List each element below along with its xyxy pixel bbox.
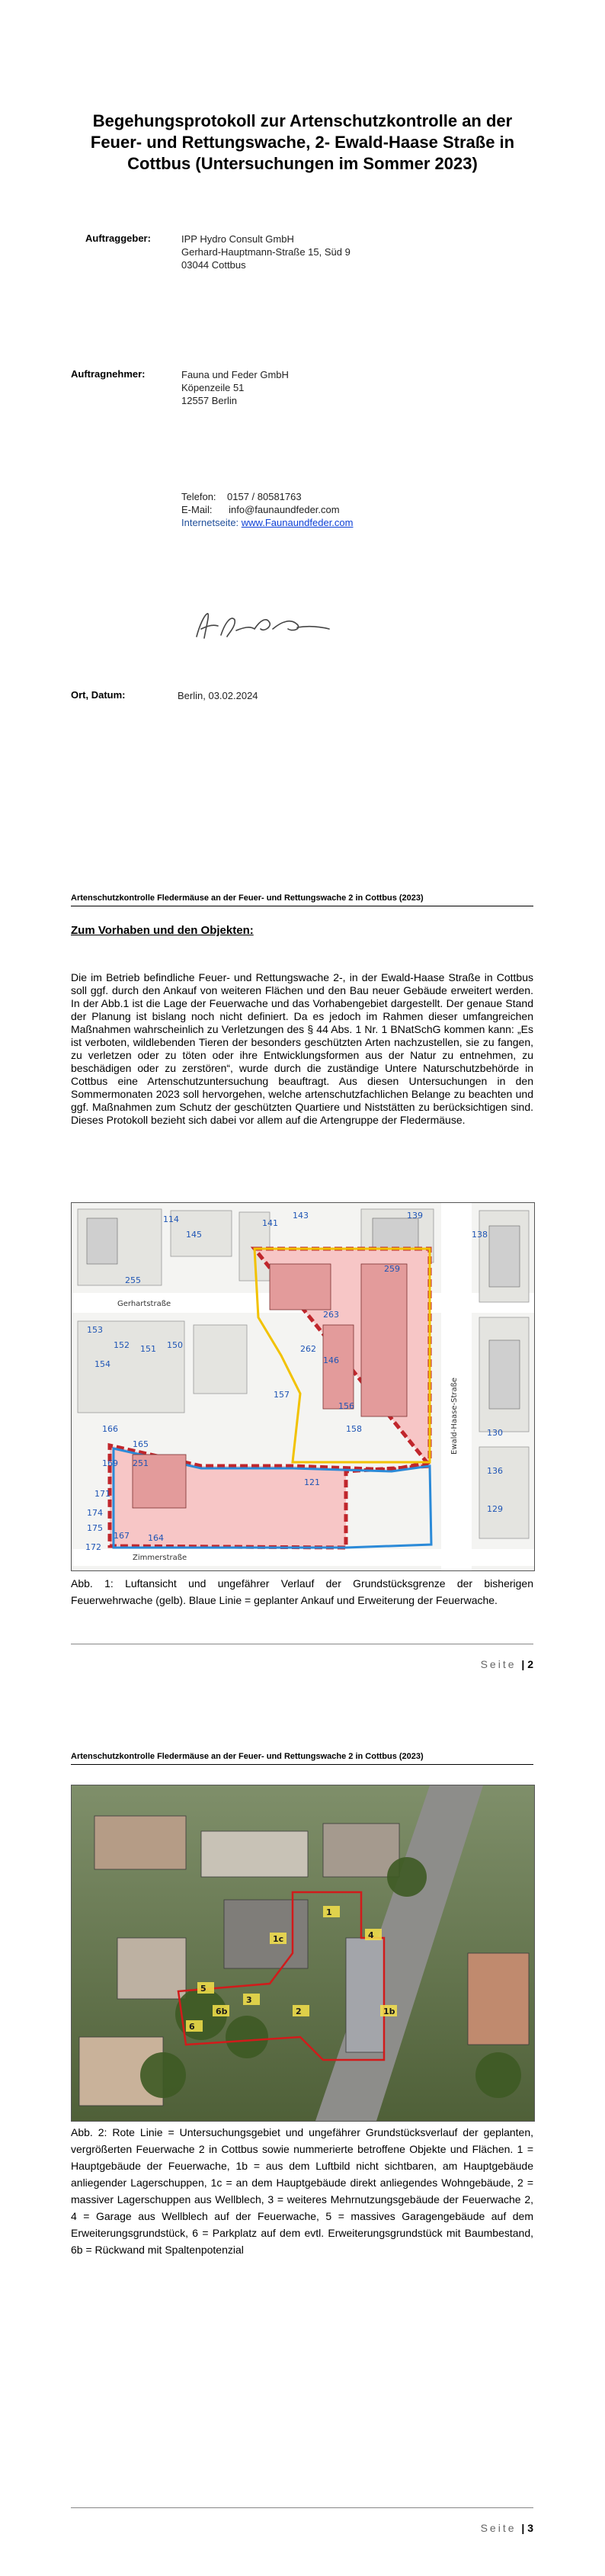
building-block xyxy=(78,1321,184,1413)
site-building xyxy=(323,1325,354,1409)
contact-block xyxy=(181,490,353,529)
web-label: Internetseite: xyxy=(181,517,239,528)
object-number-label: 6 xyxy=(189,2022,195,2032)
plot-number-label: 130 xyxy=(487,1428,503,1438)
email-value: info@faunaundfeder.com xyxy=(229,504,340,515)
running-header: Artenschutzkontrolle Fledermäuse an der Feuer- und Rettungswache 2 in Cottbus (2023) xyxy=(71,1752,424,1761)
plot-number-label: 172 xyxy=(85,1542,101,1552)
plot-number-label: 157 xyxy=(274,1390,290,1400)
building-block xyxy=(194,1325,247,1394)
plot-number-label: 259 xyxy=(384,1264,400,1274)
object-number-label: 1c xyxy=(273,1934,284,1944)
object-number-label: 5 xyxy=(200,1984,206,1994)
figure-1-map xyxy=(71,1202,535,1571)
plot-number-label: 153 xyxy=(87,1325,103,1335)
object-number-label: 2 xyxy=(296,2007,302,2016)
plot-number-label: 154 xyxy=(94,1359,110,1369)
plot-number-label: 255 xyxy=(125,1275,141,1285)
site-building xyxy=(361,1264,407,1416)
section-heading: Zum Vorhaben und den Objekten: xyxy=(71,924,254,937)
plot-number-label: 152 xyxy=(114,1340,130,1350)
hatched-building xyxy=(373,1218,418,1249)
document-title: Begehungsprotokoll zur Artenschutzkontrolle an der Feuer- und Rettungswache, 2- Ewald-Haase Straße in Cottbus (Untersuchungen im Sommer 2023) xyxy=(90,111,515,173)
plot-number-label: 167 xyxy=(114,1531,130,1541)
page-number-2: Seite | 2 xyxy=(480,1658,533,1670)
aerial-building xyxy=(346,1938,384,2052)
email-label: E-Mail: xyxy=(181,504,213,515)
aerial-building xyxy=(117,1938,186,1999)
plot-number-label: 141 xyxy=(262,1218,278,1228)
page-word: Seite xyxy=(480,2522,517,2534)
plot-number-label: 156 xyxy=(338,1401,354,1411)
aerial-building xyxy=(468,1953,529,2045)
header-rule xyxy=(71,1764,533,1765)
hatched-building xyxy=(489,1226,520,1287)
plot-number-label: 139 xyxy=(407,1211,423,1221)
client-label: Auftraggeber: xyxy=(85,233,151,244)
aerial-building xyxy=(201,1831,308,1877)
plot-number-label: 165 xyxy=(133,1439,149,1449)
plot-number-label: 171 xyxy=(94,1489,110,1499)
plot-number-label: 164 xyxy=(148,1533,164,1543)
intro-paragraph: Die im Betrieb befindliche Feuer- und Rettungswache 2-, in der Ewald-Haase Straße in Cottbus soll ggf. durch den Ankauf von weiteren Flächen und den Bau neuer Gebäude erweitert werden. In der Abb.1 ist die Lage der Feuerwache und das Vorhabengebiet dargestellt. Der genaue Stand der Planung ist bislang noch nicht definiert. Da es jedoch im Rahmen dieser umfangreichen Maßnahmen wahrscheinlich zu Verletzungen des § 44 Abs. 1 Nr. 1 BNatSchG kommen kann: „Es ist verboten, wildlebenden Tieren der besonders geschützten Arten nachzustellen, sie zu fangen, zu verletzen oder zu töten oder ihre Entwicklungsformen aus der Natur zu entnehmen, zu beschädigen oder zu zerstören“, wurde durch die zuständige Untere Naturschutzbehörde in Cottbus eine Artenschutzuntersuchung beauftragt. Aus diesen Untersuchungen in den Sommermonaten 2023 soll hervorgehen, welche artenschutzfachlichen Belange zu beachten und ggf. Maßnahmen zum Schutz der geschützten Quartiere und Niststätten zu berücksichtigen sind. Dieses Protokoll bezieht sich dabei vor allem auf die Artengruppe der Fledermäuse. xyxy=(71,971,533,1126)
plot-number-label: 143 xyxy=(293,1211,309,1221)
plot-number-label: 169 xyxy=(102,1458,118,1468)
site-building xyxy=(270,1264,331,1310)
street-label-zimmerstrasse: Zimmerstraße xyxy=(133,1554,187,1562)
aerial-building xyxy=(94,1816,186,1869)
client-address xyxy=(181,233,351,271)
page-number-3: Seite | 3 xyxy=(480,2522,533,2534)
page-number: 2 xyxy=(527,1658,533,1670)
page-word: Seite xyxy=(480,1658,517,1670)
plot-number-label: 174 xyxy=(87,1508,103,1518)
street-label-gerhartstrasse: Gerhartstraße xyxy=(117,1300,171,1308)
client-name: IPP Hydro Consult GmbH xyxy=(181,233,294,245)
phone-label: Telefon: xyxy=(181,491,216,502)
object-number-label: 4 xyxy=(368,1930,374,1940)
object-number-label: 1b xyxy=(383,2007,395,2016)
place-date-value: Berlin, 03.02.2024 xyxy=(178,690,258,701)
plot-number-label: 166 xyxy=(102,1424,118,1434)
street-label-ewald-haase-strasse: Ewald-Haase-Straße xyxy=(450,1377,459,1455)
place-date-label: Ort, Datum: xyxy=(71,689,126,701)
client-city: 03044 Cottbus xyxy=(181,259,246,271)
contractor-label: Auftragnehmer: xyxy=(71,368,146,380)
plot-number-label: 138 xyxy=(472,1230,488,1240)
plot-number-label: 129 xyxy=(487,1504,503,1514)
aerial-building xyxy=(224,1900,308,1968)
page-number: 3 xyxy=(527,2522,533,2534)
contractor-address xyxy=(181,368,289,407)
aerial-tree xyxy=(475,2052,521,2098)
figure-2-caption: Abb. 2: Rote Linie = Untersuchungsgebiet und ungefährer Grundstücksverlauf der geplanten, vergrößerten Feuerwache 2 in Cottbus sowie nummerierte betroffene Objekte und Flächen. 1 = Hauptgebäude der Feuerwache, 1b = aus dem Luftbild nicht sichtbaren, am Hauptgebäude anliegender Lagerschuppen, 1c = an dem Hauptgebäude direkt anliegendes Wohngebäude, 2 = massiver Lagerschuppen aus Wellblech, 3 = weiteres Mehrnutzungsgebäude der Feuerwache 2, 4 = Garage aus Wellblech auf der Feuerwache, 5 = massives Garagengebäude auf dem Erweiterungsgrundstück, 6 = Parkplatz auf dem evtl. Erweiterungsgrundstück mit Baumbestand, 6b = Rückwand mit Spaltenpotenzial xyxy=(71,2126,533,2256)
site-plan-map xyxy=(72,1203,534,1570)
aerial-tree xyxy=(226,2016,268,2058)
plot-number-label: 175 xyxy=(87,1523,103,1533)
aerial-tree xyxy=(140,2052,186,2098)
plot-number-label: 263 xyxy=(323,1310,339,1320)
plot-number-label: 262 xyxy=(300,1344,316,1354)
web-link[interactable]: www.Faunaundfeder.com xyxy=(241,517,354,528)
contractor-city: 12557 Berlin xyxy=(181,395,237,406)
plot-number-label: 150 xyxy=(167,1340,183,1350)
building-block xyxy=(479,1447,529,1538)
hatched-building xyxy=(489,1340,520,1409)
figure-1-caption: Abb. 1: Luftansicht und ungefährer Verlauf der Grundstücksgrenze der bisherigen Feuerwehrwache (gelb). Blaue Linie = geplanter Ankauf und Erweiterung der Feuerwache. xyxy=(71,1577,533,1606)
running-header: Artenschutzkontrolle Fledermäuse an der Feuer- und Rettungswache 2 in Cottbus (2023) xyxy=(71,893,424,903)
figure-2-aerial xyxy=(71,1785,535,2122)
plot-number-label: 136 xyxy=(487,1466,503,1476)
hatched-building xyxy=(87,1218,117,1264)
plot-number-label: 158 xyxy=(346,1424,362,1434)
plot-number-label: 145 xyxy=(186,1230,202,1240)
object-number-label: 3 xyxy=(246,1995,252,2005)
contractor-street: Köpenzeile 51 xyxy=(181,382,245,393)
object-number-label: 6b xyxy=(216,2007,228,2016)
contractor-name: Fauna und Feder GmbH xyxy=(181,369,289,380)
plot-number-label: 151 xyxy=(140,1344,156,1354)
plot-number-label: 146 xyxy=(323,1355,339,1365)
object-number-label: 1 xyxy=(326,1907,332,1917)
signature-image xyxy=(190,606,335,644)
client-street: Gerhard-Hauptmann-Straße 15, Süd 9 xyxy=(181,246,351,258)
phone-value: 0157 / 80581763 xyxy=(227,491,302,502)
plot-number-label: 251 xyxy=(133,1458,149,1468)
plot-number-label: 114 xyxy=(163,1214,179,1224)
aerial-tree xyxy=(387,1857,427,1897)
aerial-photo xyxy=(72,1785,534,2121)
aerial-building xyxy=(323,1824,399,1877)
plot-number-label: 121 xyxy=(304,1477,320,1487)
footer-rule xyxy=(71,2507,533,2508)
